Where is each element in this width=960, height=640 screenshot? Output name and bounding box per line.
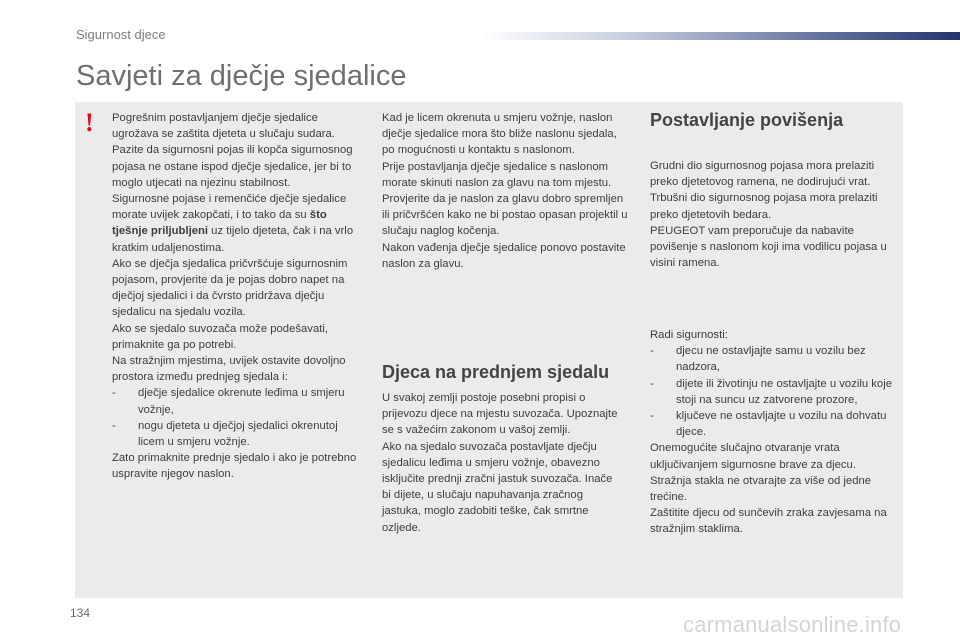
list-item: - dječje sjedalice okrenute leđima u smjeru vožnje, <box>112 387 345 416</box>
paragraph: Provjerite da je naslon za glavu dobro spremljen ili pričvršćen kako ne bi postao opasan projektil u slučaju naglog kočenja. <box>382 193 628 238</box>
warning-text-column <box>112 110 362 483</box>
watermark: carmanualsonline.info <box>683 612 902 637</box>
paragraph: Grudni dio sigurnosnog pojasa mora prelaziti preko djetetovog ramena, ne dodirujući vrat. <box>650 160 875 189</box>
list-item: - ključeve ne ostavljajte u vozilu na dohvatu djece. <box>650 410 887 439</box>
list-item-text: djecu ne ostavljajte samu u vozilu bez nadzora, <box>676 345 866 374</box>
paragraph: Pogrešnim postavljanjem dječje sjedalice ugrožava se zaštita djeteta u slučaju sudara. <box>112 112 335 141</box>
paragraph: Kad je licem okrenuta u smjeru vožnje, naslon dječje sjedalice mora što bliže naslonu sjedala, po mogućnosti u kontaktu s naslonom. <box>382 112 617 157</box>
exclamation-icon: ! <box>85 108 94 137</box>
text-run: Sigurnosne pojase i remenčiće dječje sjedalice morate uvijek zakopčati, i to tako da su <box>112 193 347 222</box>
headrest-text-column <box>382 110 630 272</box>
booster-heading: Postavljanje povišenja <box>650 110 844 130</box>
list-item-text: ključeve ne ostavljajte u vozilu na dohvatu djece. <box>676 410 887 439</box>
paragraph: PEUGEOT vam preporučuje da nabavite povišenje s naslonom koji ima vodilicu pojasa u visini ramena. <box>650 224 887 270</box>
paragraph: Radi sigurnosti: <box>650 329 728 341</box>
front-seat-text <box>382 390 622 536</box>
safety-text <box>650 327 900 538</box>
front-seat-heading: Djeca na prednjem sjedalu <box>382 362 610 382</box>
paragraph: Ako na sjedalo suvozača postavljate dječju sjedalicu leđima u smjeru vožnje, obavezno isključite prednji zračni jastuk suvozača. Inače bi dijete, u slučaju napuhavanja zračnog jastuka, moglo zadobiti teške, čak smrtne ozljede. <box>382 440 613 534</box>
bold-text: što tješnje priljubljeni <box>112 209 327 238</box>
paragraph: Stražnja stakla ne otvarajte za više od jedne trećine. <box>650 474 872 504</box>
paragraph: Trbušni dio sigurnosnog pojasa mora prelaziti preko djetetovih bedara. <box>650 192 878 221</box>
page-number: 134 <box>70 606 91 620</box>
list-item-text: dječje sjedalice okrenute leđima u smjeru vožnje, <box>138 387 345 416</box>
paragraph: Onemogućite slučajno otvaranje vrata uključivanjem sigurnosne brave za djecu. <box>650 442 856 471</box>
paragraph: U svakoj zemlji postoje posebni propisi o prijevozu djece na mjestu suvozača. Upoznajte se s važećim zakonom u vašoj zemlji. <box>382 392 618 437</box>
section-header: Sigurnost djece <box>76 27 166 42</box>
list-item-text: dijete ili životinju ne ostavljajte u vozilu koje stoji na suncu uz zatvorene prozore, <box>676 377 893 406</box>
list-item-text: nogu djeteta u dječjoj sjedalici okrenutoj licem u smjeru vožnje. <box>138 419 338 449</box>
paragraph: Zaštitite djecu od sunčevih zraka zavjesama na stražnjim staklima. <box>650 507 887 536</box>
booster-text <box>650 158 900 271</box>
paragraph: Na stražnjim mjestima, uvijek ostavite dovoljno prostora između prednjeg sjedala i: <box>112 355 346 384</box>
paragraph: Ako se sjedalo suvozača može podešavati, primaknite ga po potrebi. <box>112 322 329 351</box>
paragraph: Prije postavljanja dječje sjedalice s naslonom morate skinuti naslon za glavu na tom mjestu. <box>382 160 612 189</box>
paragraph: Pazite da sigurnosni pojas ili kopča sigurnosnog pojasa ne ostane ispod dječje sjedalice, jer bi to moglo utjecati na njezinu stabilnost. <box>112 144 353 189</box>
text-run: uz tijelo djeteta, čak i na vrlo kratkim udaljenostima. <box>112 225 354 254</box>
paragraph: Zato primaknite prednje sjedalo i ako je potrebno uspravite njegov naslon. <box>112 452 357 481</box>
paragraph <box>112 191 362 256</box>
page-title: Savjeti za dječje sjedalice <box>76 60 407 92</box>
header-gradient-bar <box>480 32 960 40</box>
list-item: - djecu ne ostavljajte samu u vozilu bez nadzora, <box>650 345 866 374</box>
list-item: - nogu djeteta u dječjoj sjedalici okrenutoj licem u smjeru vožnje. <box>112 419 338 449</box>
list-item: - dijete ili životinju ne ostavljajte u vozilu koje stoji na suncu uz zatvorene prozore, <box>650 377 893 406</box>
paragraph: Nakon vađenja dječje sjedalice ponovo postavite naslon za glavu. <box>382 241 626 270</box>
paragraph: Ako se dječja sjedalica pričvršćuje sigurnosnim pojasom, provjerite da je pojas dobro napet na dječjoj sjedalici i da čvrsto pridržava dječju sjedalicu na sjedalu vozila. <box>112 257 348 319</box>
